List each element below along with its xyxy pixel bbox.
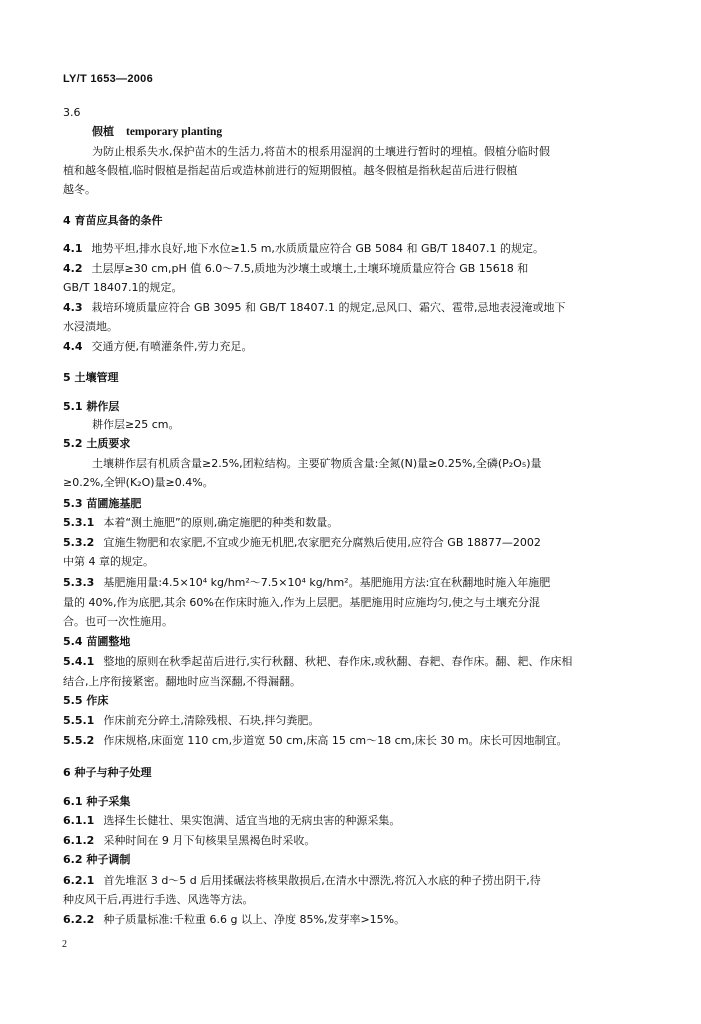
term-chinese: 假植 [92, 125, 114, 138]
clause-6-2-2 [63, 913, 405, 927]
clause-text: 地势平坦,排水良好,地下水位≥1.5 m,水质质量应符合 GB 5084 和 GB/T 18407.1 的规定。 [91, 242, 544, 255]
clause-5-4-1 [63, 655, 572, 669]
subsection-heading-5-4: 5.4 苗圃整地 [63, 635, 131, 648]
term-definition-line: 植和越冬假植,临时假植是指起苗后或造林前进行的短期假植。越冬假植是指秋起苗后进行假植 [63, 164, 518, 177]
clause-text: 本着“测土施肥”的原则,确定施肥的种类和数量。 [103, 516, 339, 529]
clause-number: 6.1.2 [63, 834, 95, 847]
section-heading-5: 5 土壤管理 [63, 371, 119, 384]
clause-text: 土层厚≥30 cm,pH 值 6.0～7.5,质地为沙壤土或壤土,土壤环境质量应符合 GB 15618 和 [91, 262, 529, 275]
clause-number: 4.3 [63, 301, 83, 314]
clause-5-3-2 [63, 536, 541, 550]
clause-6-1-1 [63, 814, 400, 828]
term-definition-line: 为防止根系失水,保护苗木的生活力,将苗木的根系用湿润的土壤进行暂时的埋植。假植分临时假 [92, 145, 550, 158]
subsection-heading-6-1: 6.1 种子采集 [63, 795, 131, 808]
clause-text: 作床规格,床面宽 110 cm,步道宽 50 cm,床高 15 cm～18 cm,床长 30 m。床长可因地制宜。 [103, 734, 568, 747]
clause-text: 整地的原则在秋季起苗后进行,实行秋翻、秋耙、春作床,或秋翻、春耙、春作床。翻、耙、作床相 [103, 655, 573, 668]
clause-number: 6.2.1 [63, 874, 95, 887]
clause-5-3-3 [63, 576, 550, 590]
clause-4-3 [63, 301, 566, 315]
paragraph-text: ≥0.2%,全钾(K₂O)量≥0.4%。 [63, 476, 214, 489]
section-heading-4: 4 育苗应具备的条件 [63, 214, 163, 227]
clause-number: 4.2 [63, 262, 83, 275]
section-heading-6: 6 种子与种子处理 [63, 766, 152, 779]
term-english: temporary planting [126, 126, 223, 138]
clause-text: 作床前充分碎土,清除残根、石块,拌匀粪肥。 [103, 714, 320, 727]
clause-number: 6.1.1 [63, 814, 95, 827]
clause-5-3-3-continued: 合。也可一次性施用。 [63, 615, 173, 628]
clause-6-1-2 [63, 834, 315, 848]
clause-number: 5.5.2 [63, 734, 95, 747]
clause-text: 栽培环境质量应符合 GB 3095 和 GB/T 18407.1 的规定,忌风口、霜穴、雹带,忌地表浸淹或地下 [91, 301, 566, 314]
clause-number: 4.1 [63, 242, 83, 255]
page-number: 2 [62, 939, 67, 950]
clause-text: 基肥施用量:4.5×10⁴ kg/hm²～7.5×10⁴ kg/hm²。基肥施用方法:宜在秋翻地时施入年施肥 [103, 576, 551, 589]
clause-5-3-3-continued: 量的 40%,作为底肥,其余 60%在作床时施入,作为上层肥。基肥施用时应施均匀,使之与土壤充分混 [63, 596, 540, 609]
clause-number: 6.2.2 [63, 913, 95, 926]
clause-number: 4.4 [63, 340, 83, 353]
subsection-heading-5-3: 5.3 苗圃施基肥 [63, 497, 142, 510]
clause-text: 宜施生物肥和农家肥,不宜或少施无机肥,农家肥充分腐熟后使用,应符合 GB 18877—2002 [103, 536, 541, 549]
clause-5-5-1 [63, 714, 319, 728]
clause-number: 5.5.1 [63, 714, 95, 727]
clause-6-2-1-continued: 种皮风干后,再进行手选、风选等方法。 [63, 893, 254, 906]
document-number: LY/T 1653—2006 [63, 73, 154, 85]
paragraph-text: 耕作层≥25 cm。 [92, 418, 180, 431]
clause-number: 5.4.1 [63, 655, 95, 668]
clause-text: 首先堆沤 3 d～5 d 后用揉碾法将核果散损后,在清水中漂洗,将沉入水底的种子捞出阴干,待 [103, 874, 541, 887]
clause-text: 种子质量标准:千粒重 6.6 g 以上、净度 85%,发芽率>15%。 [103, 913, 406, 926]
clause-4-2-continued: GB/T 18407.1的规定。 [63, 281, 183, 294]
clause-text: 交通方便,有喷灌条件,劳力充足。 [91, 340, 253, 353]
clause-5-3-2-continued: 中第 4 章的规定。 [63, 555, 154, 568]
clause-4-1 [63, 242, 544, 256]
clause-5-4-1-continued: 结合,上序衔接紧密。翻地时应当深翻,不得漏翻。 [63, 675, 301, 688]
subsection-heading-5-2: 5.2 土质要求 [63, 437, 131, 450]
clause-number: 5.3.3 [63, 576, 95, 589]
clause-4-3-continued: 水浸渍地。 [63, 320, 118, 333]
subsection-heading-5-5: 5.5 作床 [63, 694, 109, 707]
term-definition-line: 越冬。 [63, 183, 96, 196]
term-number: 3.6 [63, 106, 81, 119]
clause-text: 选择生长健壮、果实饱满、适宜当地的无病虫害的种源采集。 [103, 814, 401, 827]
clause-4-2 [63, 262, 528, 276]
clause-number: 5.3.1 [63, 516, 95, 529]
clause-5-5-2 [63, 734, 568, 748]
subsection-heading-5-1: 5.1 耕作层 [63, 400, 120, 413]
clause-number: 5.3.2 [63, 536, 95, 549]
clause-5-3-1 [63, 516, 338, 530]
clause-text: 采种时间在 9 月下旬核果呈黑褐色时采收。 [103, 834, 316, 847]
paragraph-text: 土壤耕作层有机质含量≥2.5%,团粒结构。主要矿物质含量:全氮(N)量≥0.25%,全磷(P₂O₅)量 [92, 457, 542, 470]
clause-6-2-1 [63, 874, 541, 888]
subsection-heading-6-2: 6.2 种子调制 [63, 853, 131, 866]
term-heading [92, 125, 222, 139]
clause-4-4 [63, 340, 253, 354]
